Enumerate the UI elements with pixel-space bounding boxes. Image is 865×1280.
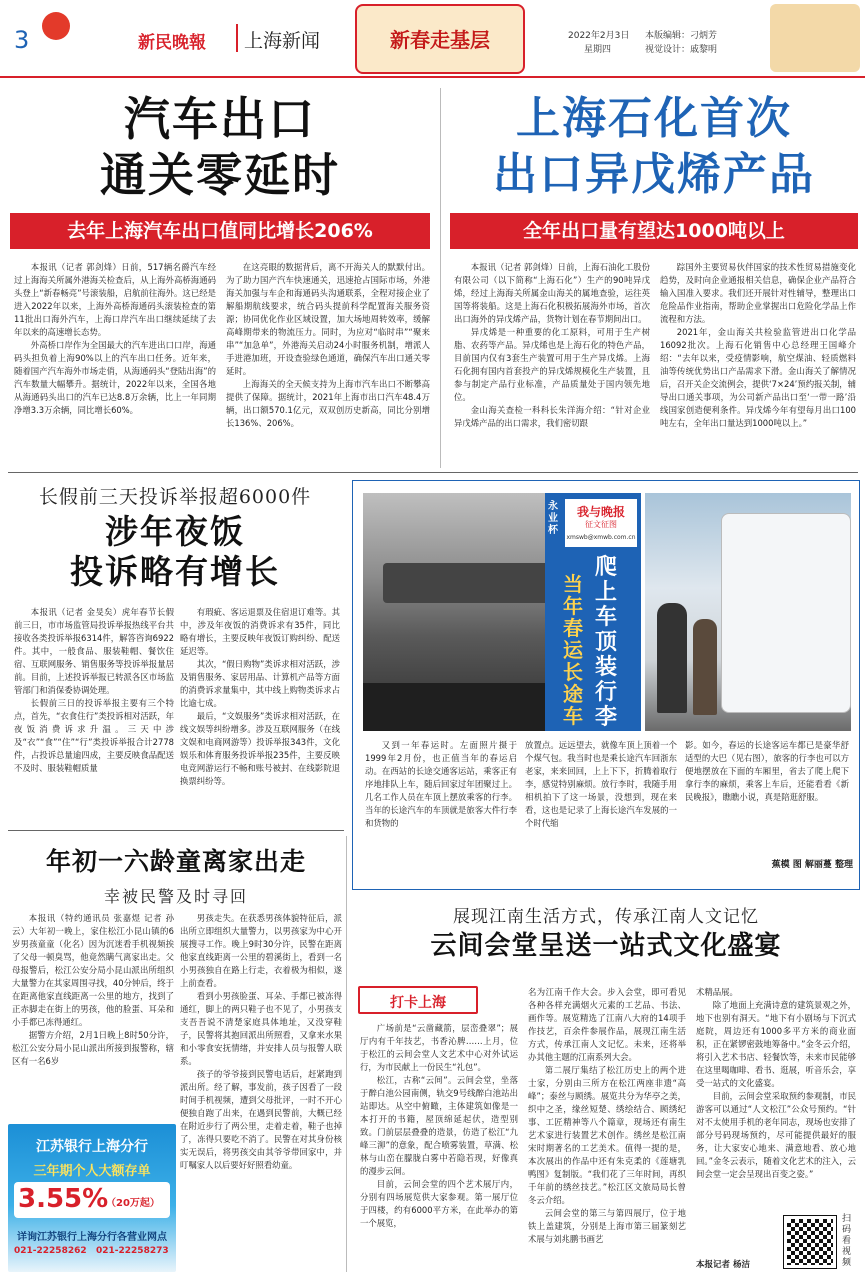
article1-title-line2: 通关零延时 bbox=[100, 148, 340, 202]
qr-code[interactable] bbox=[784, 1216, 836, 1268]
article5-kicker: 展现江南生活方式，传承江南人文记忆 bbox=[453, 907, 759, 927]
ad-phone-2: 021-22258273 bbox=[96, 1246, 169, 1256]
paper-name: 新民晚報 bbox=[138, 33, 206, 53]
issue-weekday: 星期四 bbox=[584, 45, 612, 55]
ad-rate-box bbox=[14, 1182, 170, 1218]
article1-column-2 bbox=[226, 261, 430, 461]
feature-sidebar bbox=[545, 493, 641, 731]
article4-paragraph: 本报讯（特约通讯员 张嘉煜 记者 孙云）大年初一晚上，家住松江小昆山镇的6岁男孩童童（化名）因为沉迷看手机视频挨了父母一顿臭骂，他竟然瞒气离家出走。父母报警后，松江公安分局小昆山派出所组织大量警力在其家周围寻找，40分钟后，终于在距离他家直线距离一公里的地方，找到了正赤脚走在街上的男孩，他的脸蛋、耳朵和小手都已冻得通红。 bbox=[12, 913, 174, 1027]
article5-title: 云间会堂呈送一站式文化盛宴 bbox=[430, 931, 782, 961]
article4-paragraph: 男孩走失。在获悉男孩体貌特征后，派出所立即组织大量警力，以男孩家为中心开展搜寻工作。晚上9时30分许，民警在距离他家直线距离一公里的碧溪街上，看到一名小男孩独自在路上行走，衣着极为相似，遂上前查看。 bbox=[180, 913, 342, 988]
article4-subtitle: 幸被民警及时寻回 bbox=[103, 887, 248, 906]
article5-paragraph: 松江，古称“云间”。云间会堂，坐落于醉白池公园南侧，轨交9号线醉白池站出站即达。从空中俯瞰，主体建筑如像是一本打开的书籍，屋顶绵延起伏，造型别致。门前层层叠叠的造景，仿造了松江“九峰三泖”的意象，配合喷雾装置，草满、松林与山峦在朦胧白雾中若隐若现，好像真的漫步云间。 bbox=[360, 1075, 518, 1176]
article5-column-3 bbox=[696, 986, 856, 1214]
ad-info-label: 详询江苏银行上海分行各营业网点 bbox=[17, 1232, 167, 1243]
column-name: 我与晚报 bbox=[576, 505, 625, 519]
article2-paragraph: 金山海关查检一科科长朱洋海介绍：“针对企业异戊烯产品的出口需求，我们密切跟 bbox=[454, 405, 650, 428]
editor-credit: 本版编辑：刁炳芳 bbox=[645, 31, 718, 41]
article4-title: 年初一六龄童离家出走 bbox=[45, 847, 306, 876]
article1-title-line1: 汽车出口 bbox=[124, 92, 316, 146]
article2-column-2 bbox=[660, 261, 856, 461]
ad-bank-name: 江苏银行上海分行 bbox=[36, 1139, 148, 1155]
ad-rate: 3.55% bbox=[18, 1184, 109, 1214]
article3-paragraph: 本报讯（记者 金旻矣）虎年春节长假前三日，市市场监管局投诉举报热线平台共接收各类投诉举报6314件，解答咨询6922件。其中，一般食品、服装鞋帽、餐饮住宿、互联网服务、销售服务等投诉举报量居前。目前，上述投诉举报已转派各区市场监管部门和消保委协调处理。 bbox=[14, 607, 174, 695]
article5-column-1 bbox=[360, 1022, 518, 1272]
article5-tag bbox=[358, 986, 478, 1014]
column-divider bbox=[440, 88, 441, 468]
article5-paragraph: 广场前是“云凿藏箭，层峦叠翠”；展厅内有千年技艺，书香沁脾……上月，位于松江的云间会堂人文艺术中心对外试运行，为市民献上一份民生“礼包”。 bbox=[360, 1023, 518, 1072]
feature-column-2 bbox=[525, 739, 677, 879]
article1-paragraph: 外高桥口岸作为全国最大的汽车进出口口岸，海通码头担负着上海90%以上的汽车出口任务。近年来，随着国产汽车海外市场走俏，从海通码头“登陆出海”的汽车数量大幅攀升。据统计，2022年以来，全国各地从海通码头出口的汽车已达8.8万余辆，比上一年同期净增3.3万余辆，同比增长60%。 bbox=[14, 340, 216, 415]
article5-paragraph: 目前，云间会堂采取预约参观制，市民游客可以通过“人文松江”公众号预约。“针对不太使用手机的老年同志，现场也安排了部分号码现场预约，尽可能提供最好的服务，让大家安心地来、满意地看、放心地回。”金冬云表示，随着文化艺术的注入，云间会堂一定会呈现出百变之姿。” bbox=[696, 1091, 856, 1179]
feature-paragraph: 放置点。远远望去，就像车顶上顶着一个个煤气包。我当时也是乘长途汽车回浙东老家，来来回回，上上下下，折腾着取行李，感觉特别麻烦。放行李时，我随手用相机拍下了这一场景，没想到，现在来看，这也是记录了上海长途汽车发展的一个时代缩 bbox=[525, 740, 677, 828]
lantern-decoration bbox=[42, 12, 70, 40]
article2-column-1 bbox=[454, 261, 650, 461]
article1-paragraph: 上海海关的全天候支持为上海市汽车出口不断攀高提供了保障。据统计，2021年上海市出口汽车48.4万辆，出口额570.1亿元，双双创历史新高，同比分别增长136%、206%。 bbox=[226, 379, 430, 428]
article3-column-2 bbox=[180, 606, 340, 820]
article2-title-line1: 上海石化首次 bbox=[516, 93, 792, 144]
article2-title-line2: 出口异戊烯产品 bbox=[493, 149, 815, 200]
article1-paragraph: 本报讯（记者 郭剑烽）日前，517辆名爵汽车经过上海海关所属外港海关检查后，从上海外高桥海通码头登上“新春畅亮”号滚装船，启航前往海外。这已经是进入2022年以来，上海外高桥海通码头滚装检查的第11批出口海外汽车，上海口岸汽车出口继续延续了去年以来的高速增长态势。 bbox=[14, 262, 216, 337]
article3-paragraph: 长假前三日的投诉举报主要有三个特点，首先，“衣食住行”类投诉相对活跃，年夜饭消费诉求升温。三天中涉及“衣”“食”“住”“行”类投诉举报合计2778件，占投诉总量逾四成，主要反映食品配送不及时、服装鞋帽质量 bbox=[14, 698, 174, 773]
column-subname: 征文征图 bbox=[585, 520, 617, 529]
article3-paragraph: 其次，“假日购物”类诉求相对活跃，涉及销售服务、家居用品、计算机产品等方面的消费诉求量集中，其中线上购物类诉求占比逾七成。 bbox=[180, 659, 340, 708]
article2-paragraph: 2021年，金山海关共检验监管进出口化学品16092批次。上海石化销售中心总经理王国峰介绍：“去年以来，受疫情影响，航空煤油、轻质燃料油等传统优势出口产品需求下滑。金山海关了解情况后，召开关企交流例会，提供‘7×24’预约报关制，辅导出口通关事项，为公司新产品出口至‘一带一路’沿线国家创造便利条件。异戊烯今年有望每月出口100吨左右，全年出口量达到1000吨以上。” bbox=[660, 327, 856, 428]
ad-amount: （20万起） bbox=[106, 1198, 160, 1209]
column-tag: 永业杯 bbox=[548, 501, 558, 536]
article3-column-1 bbox=[14, 606, 174, 820]
article5-author: 本报记者 杨洁 bbox=[696, 1260, 750, 1270]
qr-caption: 扫码看视频 bbox=[842, 1214, 852, 1268]
festival-banner-text: 新春走基层 bbox=[390, 28, 490, 52]
feature-column-1 bbox=[365, 739, 517, 879]
column-email: xmswb@xmwb.com.cn bbox=[566, 534, 636, 541]
feature-title-right: 爬上车顶装行李 bbox=[595, 555, 618, 730]
article5-paragraph: 除了地面上充满诗意的建筑景观之外，地下也别有洞天。“地下有小剧场与下沉式庭院，周边还有1000多平方米的商业面积，正在紧锣密鼓地筹备中。”金冬云介绍，将引入艺术书店、轻餐饮等，未来市民能够在这里喝咖啡、看书、逛展，听音乐会，享受一站式的文化盛宴。 bbox=[696, 1000, 856, 1088]
article4-column-2 bbox=[180, 912, 342, 1270]
article4-paragraph: 看到小男孩脸蛋、耳朵、手都已被冻得通红，脚上的两只鞋子也不见了，小男孩支支吾吾说不清楚家庭具体地址，又没穿鞋子，民警将其抱回派出所照看，又拿来水果和小零食安抚情绪，并安排人员与报警人联系。 bbox=[180, 991, 342, 1066]
modern-bus-photo bbox=[645, 493, 851, 731]
section-divider bbox=[8, 472, 858, 473]
designer-credit: 视觉设计：戚黎明 bbox=[645, 45, 718, 55]
article2-subtitle: 全年出口量有望达1000吨以上 bbox=[450, 213, 858, 249]
feature-paragraph: 影。如今，春运的长途客运车都已是豪华舒适型的大巴（见右图），旅客的行李也可以方便地摆放在下面的车厢里，省去了爬上爬下拿行李的麻烦，乘客上车后，还能看看《新民晚报》，瞧瞧小说，真是陪逛舒服。 bbox=[685, 740, 849, 802]
feature-credit: 蕉模 图 解丽蔓 整理 bbox=[771, 860, 853, 870]
article2-paragraph: 踪国外主要贸易伙伴国家的技术性贸易措施变化趋势，及时向企业通报相关信息，确保企业产品符合输入国准入要求。我们还开展针对性辅导，整理出口危险品作业指南，帮助企业掌握出口危险化学品上作流程和方法。 bbox=[660, 262, 856, 324]
article5-paragraph: 术精品展。 bbox=[696, 987, 738, 997]
section-divider bbox=[8, 830, 344, 831]
page-number: 3 bbox=[14, 26, 30, 54]
article3-paragraph: 最后，“文娱服务”类诉求相对活跃，在线文娱等纠纷增多。涉及互联网服务（在线文娱和电商网游等）投诉举报343件，文化娱乐和体育服务投诉举报235件，主要反映电竞网游运行不畅和账号被封、在线影院退换票纠纷等。 bbox=[180, 711, 340, 786]
ad-phone-1: 021-22258262 bbox=[14, 1246, 87, 1256]
article1-paragraph: 在这亮眼的数据背后，离不开海关人的默默付出。为了助力国产汽车快速通关，迅速抢占国际市场，外港海关加强与车企和海通码头沟通联系，全程对接企业了解船期航线要求，统合码头提前科学配置海关服务资源；协同优化作业区域设置，加大场地周转效率，缓解高峰期带来的物流压力。同时，为应对“临时串”“聚来串”“加急单”，外港海关启动24小时服务机制，增派人手进港加班，开设查验绿色通道，确保汽车出口通关零延时。 bbox=[226, 262, 430, 376]
article3-kicker: 长假前三天投诉举报超6000件 bbox=[38, 486, 312, 508]
photo-feature-box bbox=[352, 480, 860, 890]
feature-paragraph: 又到一年春运时。左面照片摄于1999年2月份，也正值当年的春运启动。在西站的长途交通客运站，乘客正有序地排队上车，随后回家过年团聚过上。几名工作人员在车顶上摆放乘客的行李。当年的长途汽车的车顶就是旅客大件行李和货物的 bbox=[365, 740, 517, 828]
article1-column-1 bbox=[14, 261, 216, 461]
divider bbox=[236, 24, 238, 52]
article3-title-line1: 涉年夜饭 bbox=[105, 512, 245, 551]
passenger-shape bbox=[693, 619, 717, 715]
bus-roof-shape bbox=[383, 563, 553, 603]
ad-product: 三年期个人大额存单 bbox=[33, 1164, 151, 1179]
article2-paragraph: 异戊烯是一种重要的化工原料，可用于生产树脂、农药等产品。异戊烯也是上海石化的特色产品，目前国内仅有3套生产装置可用于生产异戊烯。上海石化拥有国内首套投产的异戊烯规模化生产装置，且参与制定产品行业标准，产品质量处于国内领先地位。 bbox=[454, 327, 650, 402]
page-header bbox=[0, 0, 865, 78]
article5-tag-text: 打卡上海 bbox=[390, 995, 446, 1011]
article4-column-1 bbox=[12, 912, 174, 1118]
column-divider bbox=[346, 836, 347, 1272]
article4-paragraph: 据警方介绍，2月1日晚上8时50分许，松江公安分局小昆山派出所接到报警称，辖区有一名6岁 bbox=[12, 1030, 174, 1066]
section-name: 上海新闻 bbox=[244, 30, 321, 52]
article5-column-2 bbox=[528, 986, 686, 1272]
article3-title-line2: 投诉略有增长 bbox=[70, 552, 280, 591]
bus-body-shape bbox=[721, 513, 851, 713]
passenger-shape bbox=[657, 603, 687, 713]
article4-paragraph: 孩子的爷爷接到民警电话后，赶紧跑到派出所。经了解，事发前，孩子因看了一段时间手机视频，遭到父母批评，一时不开心便独自跑了出来，在遇到民警前，大概已经在附近步行了两公里，走着走着，鞋子也掉了，冻得只要吃不消了。民警在对其身份核实无误后，将男孩交由其爷爷带回家中，并叮嘱家人以后要好好照看幼童。 bbox=[180, 1069, 342, 1170]
tiger-illustration bbox=[770, 4, 860, 72]
bank-advertisement bbox=[8, 1124, 176, 1272]
article1-subtitle: 去年上海汽车出口值同比增长206% bbox=[10, 213, 430, 249]
article2-paragraph: 本报讯（记者 郭剑烽）日前，上海石油化工股份有限公司（以下简称“上海石化”）生产的90吨异戊烯，经过上海海关所属金山海关的属地查验，运往英国等将装船。这是上海石化积极拓展海外市场，首次出口海外的异戊烯产品，货物计划在春节期间出口。 bbox=[454, 262, 650, 324]
article3-paragraph: 有瑕疵、客运退票及住宿退订难等。其中，涉及年夜饭的消费诉求有35件，同比略有增长，主要反映年夜饭订购纠纷、配送延迟等。 bbox=[180, 607, 340, 656]
article5-paragraph: 云间会堂的第三与第四展厅，位于地铁上盖建筑，分别是上海市第三届篆刻艺术展与刘兆鹏书画艺 bbox=[528, 1208, 686, 1244]
issue-date: 2022年2月3日 bbox=[568, 31, 630, 41]
article5-paragraph: 目前，云间会堂的四个艺术展厅内，分别有四场展览供大家参观。第一展厅位于四楼，约有6000平方米，在此举办的第一个展览， bbox=[360, 1179, 518, 1228]
feature-title-left: 当年春运长途车 bbox=[563, 572, 583, 728]
festival-banner bbox=[355, 4, 525, 74]
article5-paragraph: 第二展厅集结了松江历史上的两个进士家，分别由三所方在松江两座非遗“高峰”；泰丝与顾绣。展览共分为华亭之美，织中之圣，缘丝短楚、绣绘结合、顾绣纪事、工匠精神等八个篇章，现场还有南生艺术家进行装置艺术创作。绣丝是松江南宋时期著名的工艺美术。值得一提的是，本次展出的作品中还有朱克柔的《莲塘乳鸭图》复制版。“我们花了三年时间，再织千年前的绣丝技艺。”松江区文旅局局长曾冬云介绍。 bbox=[528, 1065, 686, 1205]
column-name-box bbox=[565, 499, 637, 547]
feature-column-3 bbox=[685, 739, 849, 849]
article5-paragraph: 名为江南千作大会。步入会堂，即可看见各种各样充满烟火元素的工艺品、书法、画作等。展览精选了江南八大府的14项手作技艺，百余件参展作品，展现江南生活方式，传承江南人文记忆。未来，还将举办其他主题的江南系列大会。 bbox=[528, 987, 686, 1062]
